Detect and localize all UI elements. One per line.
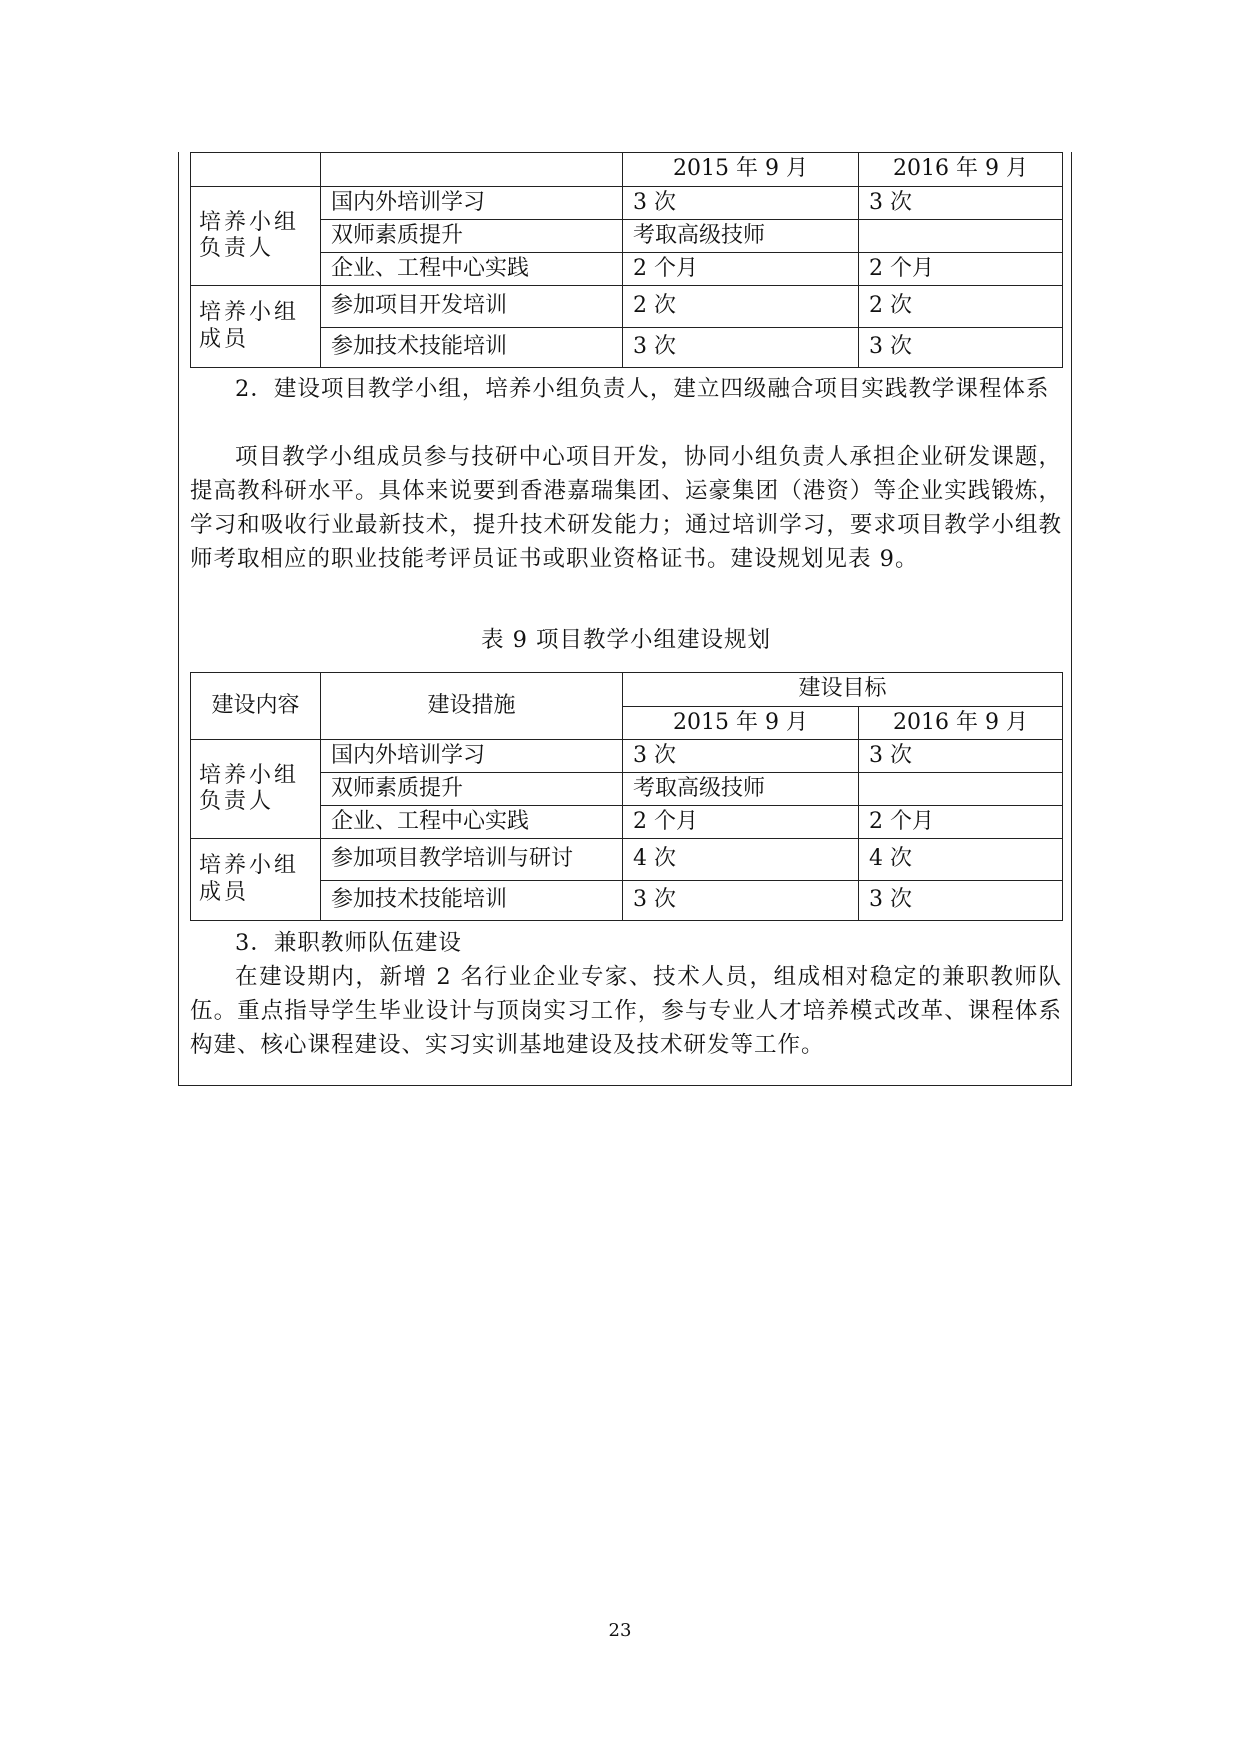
measure-cell: 企业、工程中心实践	[321, 806, 623, 839]
value-cell: 2 个月	[623, 253, 859, 286]
header-year-2015: 2015 年 9 月	[623, 707, 859, 740]
header-measure: 建设措施	[321, 673, 623, 740]
table-row	[191, 253, 1063, 286]
category-cell: 培养小组负责人	[191, 740, 321, 839]
header-cell	[321, 153, 623, 187]
section-3-heading: 3．兼职教师队伍建设	[235, 930, 462, 956]
value-cell	[859, 773, 1063, 806]
table-9	[190, 672, 1063, 921]
header-year-2016: 2016 年 9 月	[859, 707, 1063, 740]
section-2-body: 项目教学小组成员参与技研中心项目开发，协同小组负责人承担企业研发课题，提高教科研水平。具体来说要到香港嘉瑞集团、运豪集团（港资）等企业实践锻炼，学习和吸收行业最新技术，提升技术研发能力；通过培训学习，要求项目教学小组教师考取相应的职业技能考评员证书或职业资格证书。建设规划见表 9。	[190, 444, 1062, 572]
table-row	[191, 187, 1063, 220]
measure-cell: 双师素质提升	[321, 773, 623, 806]
table-9-caption: 表 9 项目教学小组建设规划	[480, 627, 772, 653]
header-year-2015: 2015 年 9 月	[623, 153, 859, 187]
measure-cell: 国内外培训学习	[321, 740, 623, 773]
table-header-row	[191, 673, 1063, 707]
measure-cell: 企业、工程中心实践	[321, 253, 623, 286]
measure-cell: 参加项目教学培训与研讨	[321, 839, 623, 881]
measure-cell: 参加技术技能培训	[321, 881, 623, 921]
page-number: 23	[608, 1620, 632, 1641]
value-cell: 3 次	[859, 740, 1063, 773]
value-cell: 3 次	[623, 740, 859, 773]
table-row	[191, 328, 1063, 368]
table-row	[191, 286, 1063, 328]
section-2-heading: 2．建设项目教学小组，培养小组负责人，建立四级融合项目实践教学课程体系	[235, 376, 1050, 402]
table-row	[191, 881, 1063, 921]
category-cell: 培养小组成员	[191, 286, 321, 368]
value-cell: 3 次	[859, 328, 1063, 368]
value-cell: 3 次	[859, 881, 1063, 921]
value-cell	[859, 220, 1063, 253]
value-cell: 2 次	[623, 286, 859, 328]
measure-cell: 双师素质提升	[321, 220, 623, 253]
header-content: 建设内容	[191, 673, 321, 740]
header-year-2016: 2016 年 9 月	[859, 153, 1063, 187]
header-target: 建设目标	[623, 673, 1063, 707]
category-cell: 培养小组成员	[191, 839, 321, 921]
value-cell: 2 个月	[859, 253, 1063, 286]
value-cell: 4 次	[623, 839, 859, 881]
value-cell: 3 次	[859, 187, 1063, 220]
value-cell: 3 次	[623, 328, 859, 368]
table-row	[191, 806, 1063, 839]
table-row	[191, 773, 1063, 806]
table-row	[191, 740, 1063, 773]
value-cell: 2 个月	[623, 806, 859, 839]
value-cell: 考取高级技师	[623, 220, 859, 253]
measure-cell: 参加技术技能培训	[321, 328, 623, 368]
value-cell: 3 次	[623, 881, 859, 921]
value-cell: 3 次	[623, 187, 859, 220]
section-3-body: 在建设期内，新增 2 名行业企业专家、技术人员，组成相对稳定的兼职教师队伍。重点指导学生毕业设计与顶岗实习工作，参与专业人才培养模式改革、课程体系构建、核心课程建设、实习实训基地建设及技术研发等工作。	[190, 964, 1062, 1058]
value-cell: 考取高级技师	[623, 773, 859, 806]
header-cell	[191, 153, 321, 187]
value-cell: 4 次	[859, 839, 1063, 881]
value-cell: 2 次	[859, 286, 1063, 328]
measure-cell: 国内外培训学习	[321, 187, 623, 220]
table-8-continued	[190, 152, 1063, 368]
table-row	[191, 839, 1063, 881]
category-cell: 培养小组负责人	[191, 187, 321, 286]
measure-cell: 参加项目开发培训	[321, 286, 623, 328]
value-cell: 2 个月	[859, 806, 1063, 839]
table-header-row	[191, 153, 1063, 187]
table-row	[191, 220, 1063, 253]
